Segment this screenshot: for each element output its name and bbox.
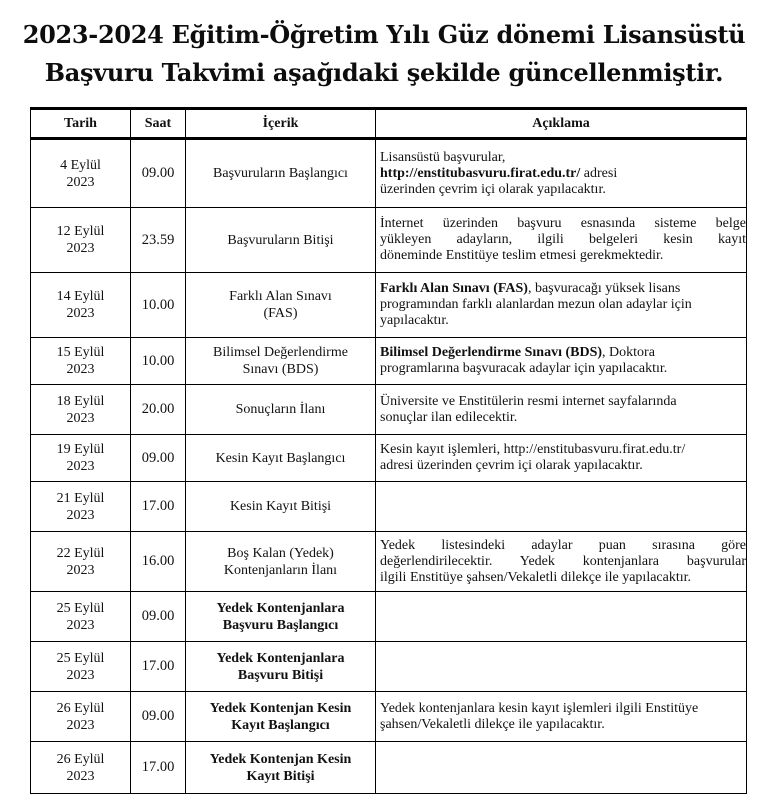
date-cell bbox=[31, 482, 131, 532]
time-cell: 20.00 bbox=[131, 385, 186, 435]
date-day: 26 Eylül bbox=[56, 751, 105, 767]
content-cell: Başvuruların Başlangıcı bbox=[186, 139, 376, 208]
date-cell bbox=[31, 692, 131, 742]
header-icerik: İçerik bbox=[186, 109, 376, 139]
content-cell: Sonuçların İlanı bbox=[186, 385, 376, 435]
date-cell bbox=[31, 139, 131, 208]
desc-line: döneminde Enstitüye teslim etmesi gerekmektedir. bbox=[380, 248, 664, 263]
date-day: 4 Eylül bbox=[60, 157, 101, 173]
desc-link[interactable]: http://enstitubasvuru.firat.edu.tr/ bbox=[380, 165, 581, 181]
date-day: 26 Eylül bbox=[56, 700, 105, 716]
header-tarih: Tarih bbox=[31, 109, 131, 139]
header-aciklama: Açıklama bbox=[376, 109, 747, 139]
content-cell bbox=[186, 742, 376, 794]
date-year: 2023 bbox=[66, 617, 95, 633]
date-cell bbox=[31, 642, 131, 692]
description-cell bbox=[376, 642, 747, 692]
time-cell: 17.00 bbox=[131, 642, 186, 692]
table-row bbox=[31, 532, 747, 592]
content-cell: Başvuruların Bitişi bbox=[186, 208, 376, 273]
date-cell bbox=[31, 385, 131, 435]
description-cell bbox=[376, 139, 747, 208]
date-cell bbox=[31, 592, 131, 642]
content-line: Kayıt Başlangıcı bbox=[231, 717, 330, 733]
table-row bbox=[31, 482, 747, 532]
table-row bbox=[31, 435, 747, 482]
content-line: Kontenjanların İlanı bbox=[223, 562, 338, 578]
description-cell bbox=[376, 385, 747, 435]
content-cell bbox=[186, 532, 376, 592]
desc-line: İnternet üzerinden başvuru esnasında sisteme belge bbox=[380, 216, 746, 231]
table-row bbox=[31, 208, 747, 273]
time-cell: 23.59 bbox=[131, 208, 186, 273]
date-cell bbox=[31, 435, 131, 482]
desc-line: programlarına başvuracak adaylar için yapılacaktır. bbox=[380, 361, 668, 376]
table-row bbox=[31, 385, 747, 435]
desc-line: üzerinden çevrim içi olarak yapılacaktır. bbox=[380, 181, 606, 197]
content-cell: Kesin Kayıt Bitişi bbox=[186, 482, 376, 532]
content-line: Yedek Kontenjan Kesin bbox=[209, 751, 352, 767]
description-cell bbox=[376, 435, 747, 482]
time-cell: 10.00 bbox=[131, 338, 186, 385]
date-year: 2023 bbox=[66, 241, 95, 256]
description-cell bbox=[376, 742, 747, 794]
content-cell: Kesin Kayıt Başlangıcı bbox=[186, 435, 376, 482]
date-day: 19 Eylül bbox=[56, 442, 105, 457]
date-cell bbox=[31, 208, 131, 273]
date-year: 2023 bbox=[66, 507, 95, 523]
content-cell bbox=[186, 273, 376, 338]
content-line: Boş Kalan (Yedek) bbox=[227, 545, 334, 561]
date-day: 18 Eylül bbox=[56, 393, 105, 409]
desc-line: Yedek kontenjanlara kesin kayıt işlemleri ilgili Enstitüye bbox=[380, 700, 699, 716]
content-line: Kayıt Bitişi bbox=[246, 768, 315, 784]
description-cell bbox=[376, 482, 747, 532]
desc-line: değerlendirilecektir. Yedek kontenjanlara başvurular bbox=[380, 553, 746, 569]
desc-text: adresi bbox=[580, 165, 618, 181]
content-line: Bilimsel Değerlendirme bbox=[213, 345, 348, 360]
date-year: 2023 bbox=[66, 306, 95, 321]
description-cell bbox=[376, 532, 747, 592]
header-saat: Saat bbox=[131, 109, 186, 139]
desc-line: adresi üzerinden çevrim içi olarak yapılacaktır. bbox=[380, 458, 643, 473]
date-year: 2023 bbox=[66, 667, 95, 683]
description-cell bbox=[376, 338, 747, 385]
description-cell bbox=[376, 273, 747, 338]
content-cell bbox=[186, 642, 376, 692]
desc-line: Lisansüstü başvurular, bbox=[380, 149, 506, 165]
content-line: (FAS) bbox=[263, 306, 298, 321]
time-cell: 10.00 bbox=[131, 273, 186, 338]
time-cell: 09.00 bbox=[131, 139, 186, 208]
desc-bold: Bilimsel Değerlendirme Sınavı (BDS) bbox=[380, 345, 603, 360]
table-row bbox=[31, 742, 747, 794]
date-day: 25 Eylül bbox=[56, 600, 105, 616]
table-row bbox=[31, 273, 747, 338]
title-line-1: 2023-2024 Eğitim-Öğretim Yılı Güz dönemi Lisansüstü bbox=[22, 20, 746, 49]
date-day: 25 Eylül bbox=[56, 650, 105, 666]
content-line: Yedek Kontenjanlara bbox=[216, 650, 345, 666]
content-line: Başvuru Başlangıcı bbox=[222, 617, 339, 633]
desc-bold: Farklı Alan Sınavı (FAS) bbox=[380, 281, 528, 296]
desc-line: yükleyen adayların, ilgili belgeleri kesin kayıt bbox=[380, 232, 746, 247]
table-row bbox=[31, 692, 747, 742]
description-cell bbox=[376, 592, 747, 642]
content-line: Yedek Kontenjan Kesin bbox=[209, 700, 352, 716]
desc-line: şahsen/Vekaletli dilekçe ile yapılacaktır. bbox=[380, 716, 605, 732]
table-row bbox=[31, 642, 747, 692]
description-cell bbox=[376, 692, 747, 742]
date-cell bbox=[31, 338, 131, 385]
table-header-row bbox=[31, 109, 747, 139]
desc-line: Üniversite ve Enstitülerin resmi internet sayfalarında bbox=[380, 393, 677, 409]
time-cell: 17.00 bbox=[131, 482, 186, 532]
time-cell: 09.00 bbox=[131, 692, 186, 742]
page-title bbox=[0, 16, 768, 92]
content-cell bbox=[186, 592, 376, 642]
desc-line: Yedek listesindeki adaylar puan sırasına göre bbox=[380, 537, 746, 553]
content-line: Farklı Alan Sınavı bbox=[229, 289, 332, 304]
date-year: 2023 bbox=[66, 717, 95, 733]
date-cell bbox=[31, 742, 131, 794]
content-line: Başvuru Bitişi bbox=[237, 667, 324, 683]
desc-text: , Doktora bbox=[602, 345, 655, 360]
content-line: Sınavı (BDS) bbox=[242, 362, 319, 377]
content-line: Yedek Kontenjanlara bbox=[216, 600, 345, 616]
desc-line: programından farklı alanlardan mezun olan adaylar için bbox=[380, 297, 692, 312]
desc-line: Kesin kayıt işlemleri, http://enstitubasvuru.firat.edu.tr/ bbox=[380, 442, 686, 457]
date-day: 21 Eylül bbox=[56, 490, 105, 506]
table-row bbox=[31, 592, 747, 642]
date-year: 2023 bbox=[66, 459, 95, 474]
date-day: 14 Eylül bbox=[56, 289, 105, 304]
date-year: 2023 bbox=[66, 410, 95, 426]
time-cell: 16.00 bbox=[131, 532, 186, 592]
content-cell bbox=[186, 338, 376, 385]
time-cell: 09.00 bbox=[131, 592, 186, 642]
date-cell bbox=[31, 532, 131, 592]
date-day: 12 Eylül bbox=[56, 224, 105, 239]
content-cell bbox=[186, 692, 376, 742]
date-day: 22 Eylül bbox=[56, 545, 105, 561]
desc-text: , başvuracağı yüksek lisans bbox=[527, 281, 681, 296]
schedule-table bbox=[30, 107, 747, 794]
description-cell bbox=[376, 208, 747, 273]
desc-line: yapılacaktır. bbox=[380, 313, 449, 328]
table-row bbox=[31, 338, 747, 385]
date-year: 2023 bbox=[66, 362, 95, 377]
table-row bbox=[31, 139, 747, 208]
date-day: 15 Eylül bbox=[56, 345, 105, 360]
date-year: 2023 bbox=[66, 174, 95, 190]
desc-line: ilgili Enstitüye şahsen/Vekaletli dilekçe ile yapılacaktır. bbox=[380, 569, 692, 585]
date-year: 2023 bbox=[66, 768, 95, 784]
time-cell: 17.00 bbox=[131, 742, 186, 794]
date-year: 2023 bbox=[66, 562, 95, 578]
title-line-2: Başvuru Takvimi aşağıdaki şekilde güncellenmiştir. bbox=[44, 58, 724, 87]
date-cell bbox=[31, 273, 131, 338]
schedule-table-container bbox=[30, 107, 746, 794]
desc-line: sonuçlar ilan edilecektir. bbox=[380, 409, 518, 425]
time-cell: 09.00 bbox=[131, 435, 186, 482]
